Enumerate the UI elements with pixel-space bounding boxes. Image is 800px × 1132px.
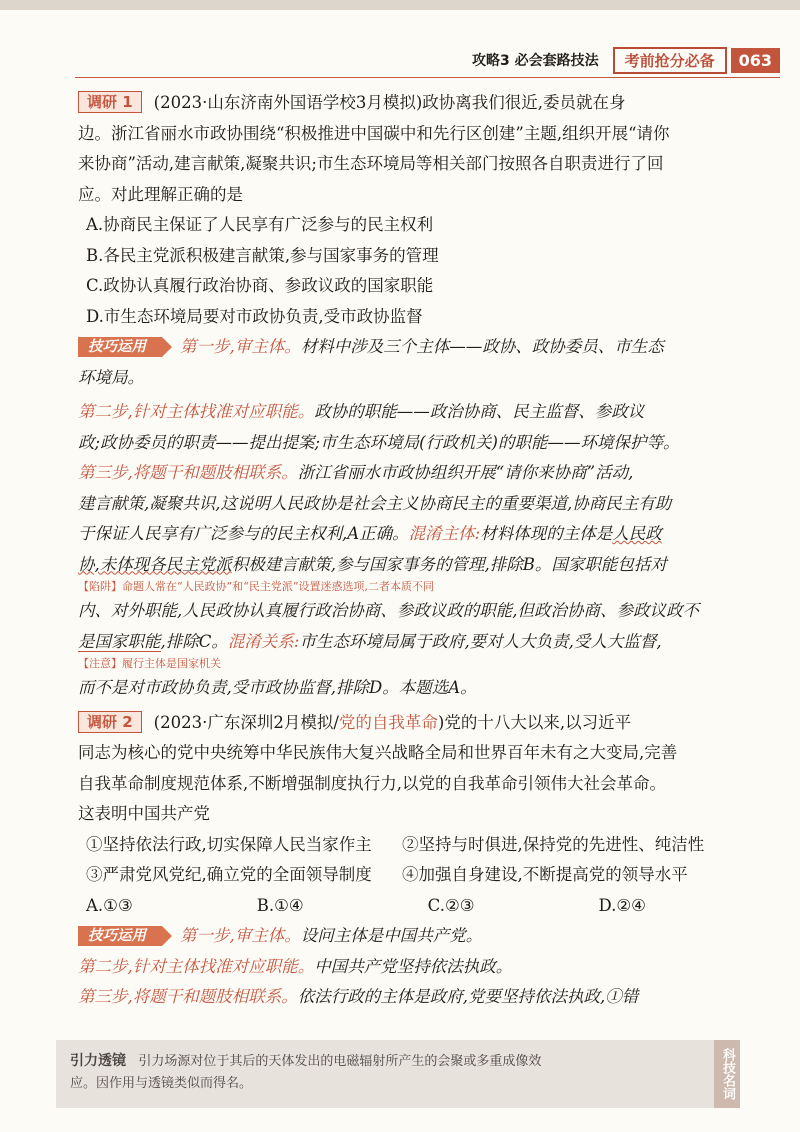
statement-1: ①坚持依法行政,切实保障人民当家作主 (86, 834, 372, 854)
section-title: 攻略3 必会套路技法 (471, 53, 599, 69)
question-1-option-d: D.市生态环境局要对市政协负责,受市政协监督 (86, 306, 423, 326)
question-1-stem: 调研 1 (2023·山东济南外国语学校3月模拟)政协离我们很近,委员就在身 边。浙江省丽水市政协围绕“积极推进中国碳中和先行区创建”主题,组织开展“请你 来协商”活动,建言献策,凝聚共识;市生态环境局等相关部门按照各自职责进行了回 应。对此理解正确的是 (78, 93, 670, 204)
analysis-1-step-3: 第三步,将题干和题肢相联系。浙江省丽水市政协组织开展“请你来协商”活动, 建言献策,凝聚共识,这说明人民政协是社会主义协商民主的重要渠道,协商民主有助 于保证人民享有广泛参与的民主权利,A正确。混淆主体:材料体现的主体是人民政 协,未体现各民主党派积极建言献策,参与国家事务的管理,排除B。国家职能包括对 (78, 463, 672, 574)
technique-label-2: 技巧运用 (78, 926, 162, 946)
question-1-option-b: B.各民主党派积极建言献策,参与国家事务的管理 (86, 245, 439, 265)
analysis-2-step-3: 第三步,将题干和题肢相联系。依法行政的主体是政府,党要坚持依法执政,①错 (78, 987, 639, 1006)
statement-2: ②坚持与时俱进,保持党的先进性、纯洁性 (402, 834, 705, 854)
choice-c: C.②③ (427, 895, 475, 915)
confuse-relation-label: 混淆关系: (227, 631, 300, 651)
glossary-term: 引力透镜 (70, 1053, 126, 1069)
page-top-edge (0, 0, 800, 10)
analysis-2-step-1: 技巧运用 第一步,审主体。设问主体是中国共产党。 (78, 921, 748, 952)
question-2-statements-row-1 (78, 830, 748, 861)
attention-note: 【注意】履行主体是国家机关 (78, 657, 221, 670)
analysis-2-step-2: 第二步,针对主体找准对应职能。中国共产党坚持依法执政。 (78, 956, 513, 976)
question-2-stem: 调研 2 (2023·广东深圳2月模拟/党的自我革命)党的十八大以来,以习近平 同志为核心的党中央统筹中华民族伟大复兴战略全局和世界百年未有之大变局,完善 自我革命制度规范体系,不断增强制度执行力,以党的自我革命引领伟大社会革命。 这表明中国共产党 (78, 712, 678, 823)
statement-4: ④加强自身建设,不断提高党的领导水平 (402, 865, 688, 884)
page-header (472, 46, 780, 74)
question-2-choices (78, 891, 646, 922)
trap-note: 【陷阱】命题人常在“人民政协”和“民主党派”设置迷惑选项,二者本质不同 (78, 580, 434, 593)
question-2-statements-row-2 (78, 860, 748, 891)
question-1-option-c: C.政协认真履行政治协商、参政议政的国家职能 (86, 276, 434, 295)
technique-label: 技巧运用 (78, 337, 162, 357)
header-badge: 考前抢分必备 (613, 47, 727, 74)
question-1-option-a: A.协商民主保证了人民享有广泛参与的民主权利 (86, 215, 434, 234)
choice-b: B.①④ (256, 895, 304, 915)
page-number: 063 (731, 48, 780, 73)
main-content (78, 88, 748, 1013)
glossary-def-1: 引力场源对位于其后的天体发出的电磁辐射所产生的会聚或多重成像效 (138, 1054, 542, 1069)
analysis-1-step-1: 技巧运用 第一步,审主体。材料中涉及三个主体——政协、政协委员、市生态 环境局。 (78, 337, 664, 387)
footer-glossary (56, 1040, 740, 1108)
choice-d: D.②④ (598, 895, 646, 915)
glossary-side-label: 科技名词 (714, 1040, 740, 1108)
confuse-subject-label: 混淆主体: (408, 524, 481, 543)
statement-3: ③严肃党风党纪,确立党的全面领导制度 (86, 865, 372, 884)
question-1-tag: 调研 1 (78, 91, 142, 113)
header-rule (75, 77, 780, 78)
analysis-1-step-2: 第二步,针对主体找准对应职能。政协的职能——政治协商、民主监督、参政议 政;政协委员的职责——提出提案;市生态环境局(行政机关)的职能——环境保护等。 (78, 402, 680, 452)
analysis-1-continued: 内、对外职能,人民政协认真履行政治协商、参政议政的职能,但政治协商、参政议政不 是国家职能,排除C。混淆关系:市生态环境局属于政府,要对人大负责,受人大监督, (78, 601, 699, 651)
glossary-def-2: 应。因作用与透镜类似而得名。 (70, 1076, 253, 1091)
analysis-1-conclusion: 而不是对市政协负责,受市政协监督,排除D。本题选A。 (78, 678, 477, 697)
choice-a: A.①③ (86, 895, 133, 915)
question-2-tag: 调研 2 (78, 711, 142, 733)
